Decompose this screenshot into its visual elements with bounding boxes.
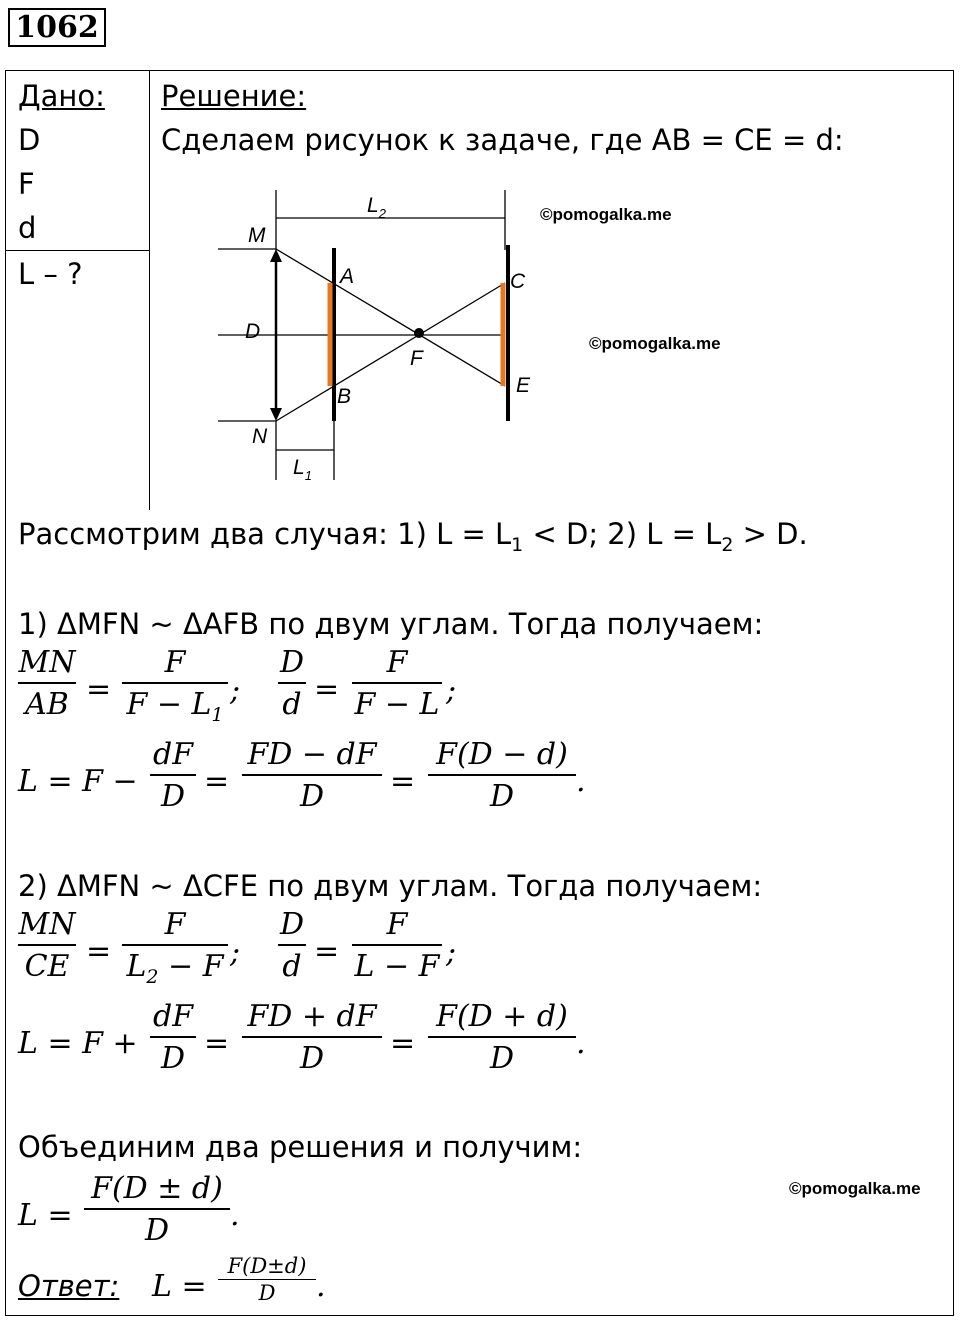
equals-sign: = bbox=[390, 1026, 416, 1061]
period: . bbox=[316, 1269, 326, 1304]
case1-lhs: L = F − bbox=[18, 764, 138, 799]
fraction-F-FL1: F $F - L_1$ bbox=[122, 648, 228, 725]
label-F: F bbox=[410, 347, 423, 370]
watermark: ©pomogalka.me bbox=[589, 334, 721, 353]
given-heading: Дано: bbox=[18, 79, 105, 113]
case2-lhs: L = F + bbox=[18, 1026, 138, 1061]
semicolon: ; bbox=[446, 673, 457, 708]
semicolon: ; bbox=[446, 935, 457, 970]
problem-number: 1062 bbox=[8, 8, 106, 47]
watermark: ©pomogalka.me bbox=[789, 1179, 921, 1198]
answer-label: Ответ: bbox=[18, 1269, 120, 1303]
solution-heading: Решение: bbox=[161, 79, 307, 113]
given-item-d: d bbox=[18, 211, 37, 245]
semicolon: ; bbox=[230, 673, 241, 708]
fraction-dF-D: dF D bbox=[150, 1002, 196, 1074]
label-C: C bbox=[510, 270, 526, 293]
given-item-D: D bbox=[18, 123, 41, 157]
watermark: ©pomogalka.me bbox=[540, 205, 672, 224]
label-B: B bbox=[337, 385, 352, 408]
equals-sign: = bbox=[204, 1026, 230, 1061]
label-A: A bbox=[340, 265, 355, 288]
solution-intro: Сделаем рисунок к задаче, где AB = CE = d: bbox=[161, 123, 844, 157]
fraction-final: F(D ± d) D bbox=[84, 1174, 230, 1246]
fraction-FDminusd: F(D − d) D bbox=[428, 740, 576, 812]
fraction-D-d: D d bbox=[279, 645, 305, 722]
label-L1: $L_1$ bbox=[293, 456, 312, 483]
label-E: E bbox=[516, 374, 531, 397]
label-L2: $L_2$ bbox=[367, 194, 386, 221]
fraction-answer: F(D±d) D bbox=[218, 1256, 316, 1304]
period: . bbox=[576, 1026, 586, 1061]
fraction-MN-AB: MN AB bbox=[18, 645, 76, 722]
lens-diagram bbox=[0, 0, 960, 520]
label-D: D bbox=[245, 320, 261, 343]
fraction-F-LF: F L − F bbox=[352, 910, 442, 982]
equals-sign: = bbox=[314, 934, 340, 969]
fraction-F-L2F: F $L_2 - F$ bbox=[122, 910, 228, 987]
find-label: L – ? bbox=[18, 257, 83, 291]
fraction-FD-plus-dF: FD + dF D bbox=[242, 1002, 382, 1074]
answer-lhs: L = bbox=[152, 1269, 207, 1304]
fraction-dF-D: dF D bbox=[150, 740, 196, 812]
focal-point bbox=[414, 328, 424, 338]
equals-sign: = bbox=[390, 764, 416, 799]
case2-text: 2) ΔMFN ~ ΔCFE по двум углам. Тогда получаем: bbox=[18, 869, 763, 903]
period: . bbox=[230, 1198, 240, 1233]
label-N: N bbox=[252, 425, 268, 448]
equals-sign: = bbox=[204, 764, 230, 799]
case1-text: 1) ΔMFN ~ ΔAFB по двум углам. Тогда получаем: bbox=[18, 607, 764, 641]
cases-text: Рассмотрим два случая: 1) $L = L_1 < D$; 2) $L = L_2 > D$. bbox=[18, 517, 808, 556]
fraction-D-d: D d bbox=[279, 907, 305, 984]
equals-sign: = bbox=[86, 672, 112, 707]
fraction-FDplusd: F(D + d) D bbox=[428, 1002, 576, 1074]
given-item-F: F bbox=[18, 167, 35, 201]
equals-sign: = bbox=[86, 934, 112, 969]
fraction-FD-minus-dF: FD − dF D bbox=[242, 740, 382, 812]
fraction-MN-CE: MN CE bbox=[18, 907, 76, 984]
label-M: M bbox=[248, 224, 266, 247]
fraction-F-FL: F F − L bbox=[352, 648, 442, 720]
final-lhs: L = bbox=[18, 1198, 73, 1233]
combine-text: Объединим два решения и получим: bbox=[18, 1130, 583, 1164]
equals-sign: = bbox=[314, 672, 340, 707]
period: . bbox=[576, 764, 586, 799]
semicolon: ; bbox=[230, 935, 241, 970]
